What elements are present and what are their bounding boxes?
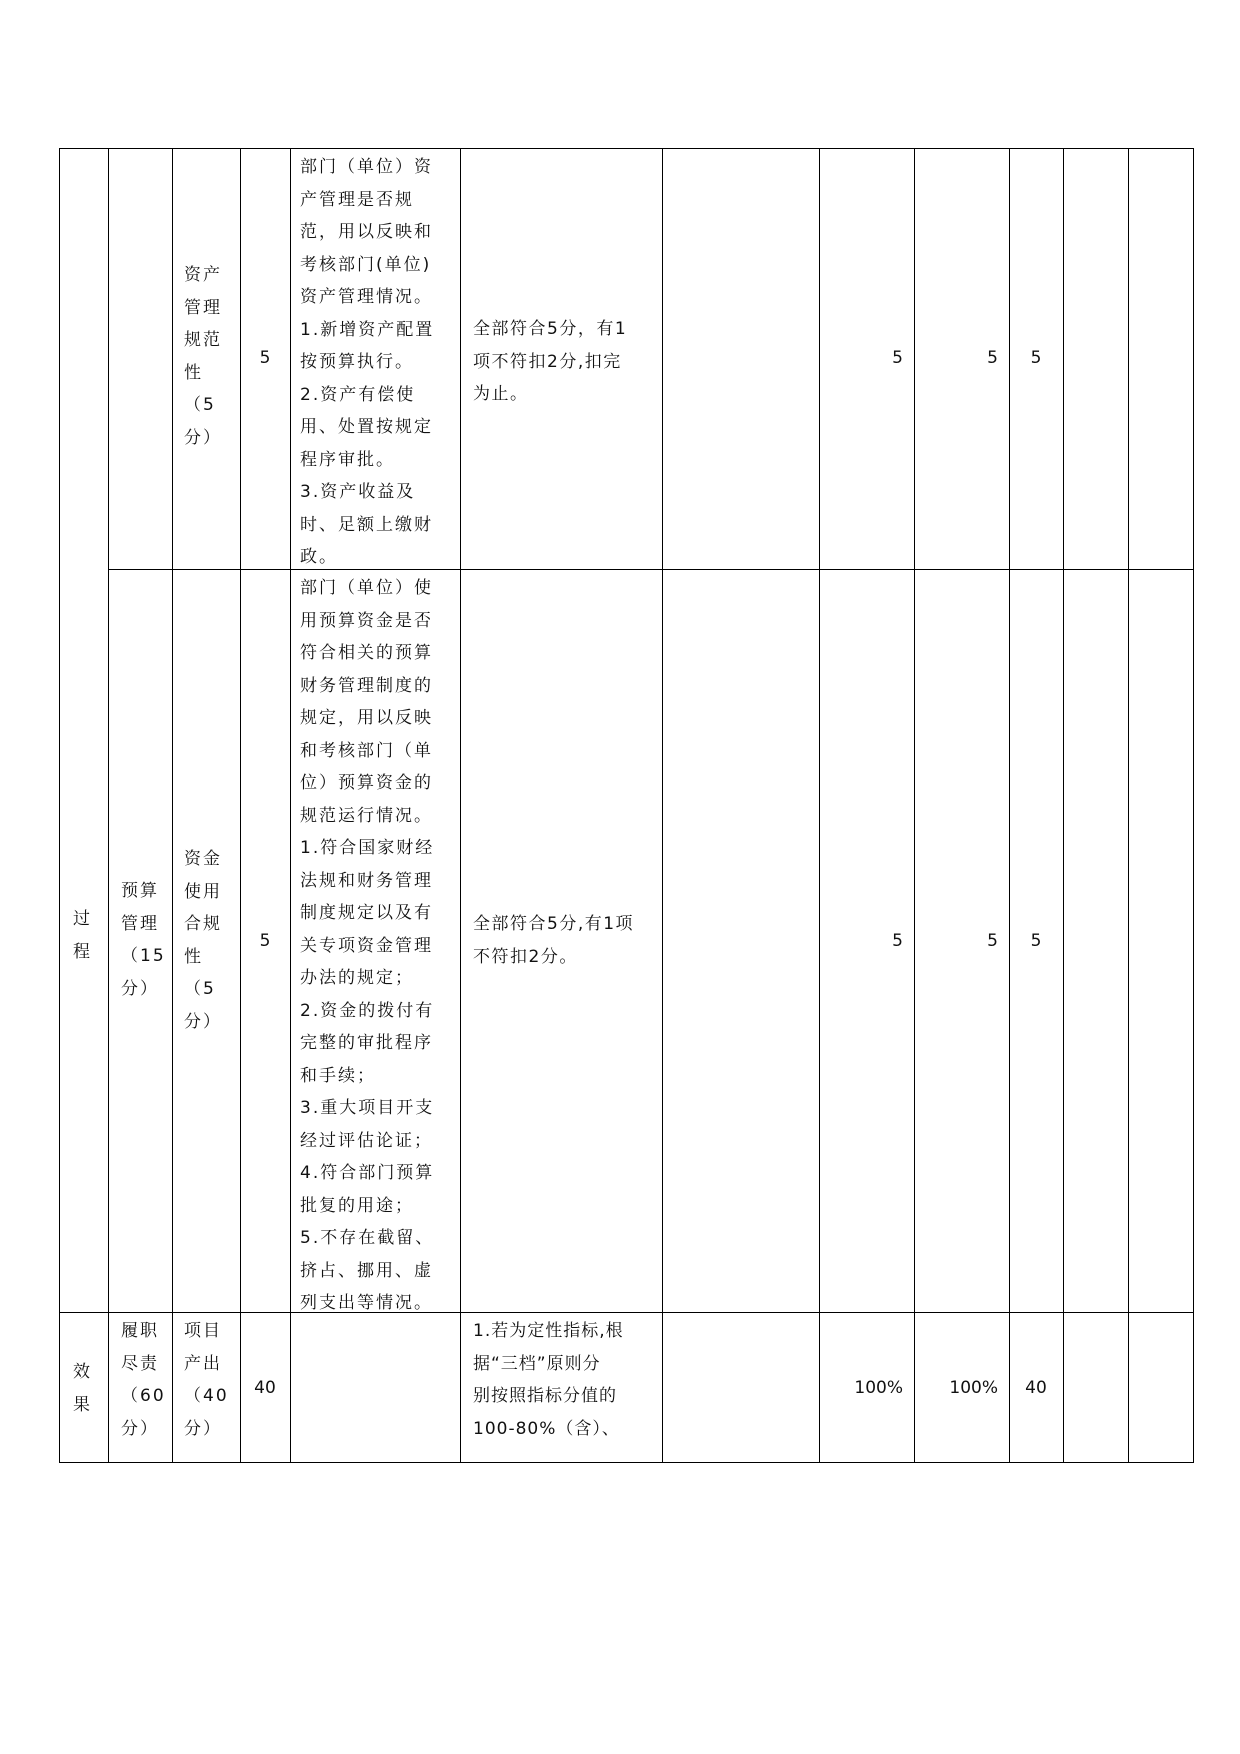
value-a: 5	[892, 348, 903, 368]
weight-value: 5	[259, 931, 271, 951]
level2-indicator: 履职 尽责 （60 分）	[121, 1321, 166, 1439]
score-value: 5	[1030, 931, 1042, 951]
value-a: 5	[892, 931, 903, 951]
value-b: 5	[987, 348, 998, 368]
level3-indicator: 项目 产出 （40 分）	[184, 1321, 229, 1439]
level1-indicator: 过 程	[73, 909, 92, 962]
score-value: 40	[1025, 1378, 1047, 1398]
scoring-criteria: 全部符合5分，有1 项不符扣2分,扣完 为止。	[473, 319, 628, 404]
indicator-description: 部门（单位）使 用预算资金是否 符合相关的预算 财务管理制度的 规定，用以反映 和考核部门（单 位）预算资金的 规范运行情况。 1.符合国家财经 法规和财务管理 制度规定以及有 关专项资金管理 办法的规定； 2.资金的拨付有 完整的审批程序 和手续； 3.重大项目开支 经过评估论证； 4.符合部门预算 批复的用途； 5.不存在截留、 挤占、挪用、虚 列支出等情况。	[300, 578, 435, 1313]
scoring-criteria: 全部符合5分,有1项 不符扣2分。	[473, 914, 635, 967]
score-value: 5	[1030, 348, 1042, 368]
value-b: 100%	[949, 1378, 998, 1398]
scoring-criteria: 1.若为定性指标,根 据“三档”原则分 别按照指标分值的 100-80%（含）、	[473, 1321, 624, 1439]
level1-indicator: 效 果	[73, 1362, 92, 1415]
value-b: 5	[987, 931, 998, 951]
evaluation-table	[59, 148, 1194, 1463]
value-a: 100%	[854, 1378, 903, 1398]
weight-value: 40	[254, 1378, 276, 1398]
weight-value: 5	[259, 348, 271, 368]
indicator-description: 部门（单位）资 产管理是否规 范，用以反映和 考核部门(单位) 资产管理情况。 1.新增资产配置 按预算执行。 2.资产有偿使 用、处置按规定 程序审批。 3.资产收益及 时、足额上缴财 政。	[300, 157, 435, 567]
level3-indicator: 资产 管理 规范 性 （5 分）	[184, 265, 222, 448]
level2-indicator: 预算 管理 （15 分）	[121, 881, 166, 999]
level3-indicator: 资金 使用 合规 性 （5 分）	[184, 849, 222, 1032]
